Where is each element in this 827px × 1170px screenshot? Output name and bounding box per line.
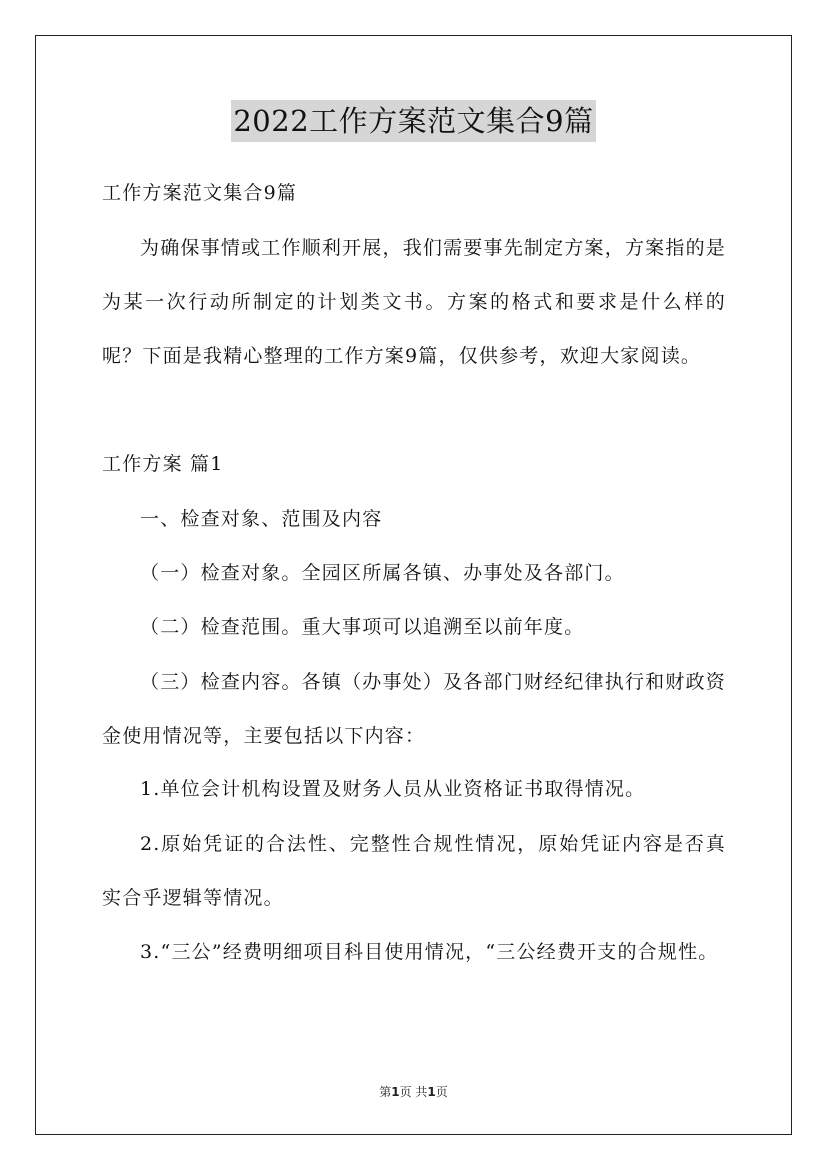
section-heading: 工作方案 篇1 — [102, 453, 224, 475]
page-footer — [0, 1084, 827, 1100]
intro-paragraph: 为确保事情或工作顺利开展，我们需要事先制定方案，方案指的是为某一次行动所制定的计划类文书。方案的格式和要求是什么样的呢？下面是我精心整理的工作方案9篇，仅供参考，欢迎大家阅读。 — [102, 237, 726, 367]
paragraph-4: （三）检查内容。各镇（办事处）及各部门财经纪律执行和财政资金使用情况等，主要包括以下内容： — [102, 671, 726, 747]
paragraph-7: 3.“三公”经费明细项目科目使用情况，“三公经费开支的合规性。 — [140, 941, 719, 963]
paragraph-3: （二）检查范围。重大事项可以追溯至以前年度。 — [140, 616, 585, 638]
paragraph-1: 一、检查对象、范围及内容 — [140, 508, 383, 530]
document-subtitle: 工作方案范文集合9篇 — [102, 182, 298, 204]
footer-total-pages: 1 — [427, 1085, 436, 1099]
paragraph-2: （一）检查对象。全园区所属各镇、办事处及各部门。 — [140, 562, 625, 584]
document-title-text: 2022工作方案范文集合9篇 — [231, 100, 595, 142]
footer-page-number: 1 — [391, 1085, 400, 1099]
footer-prefix: 第 — [379, 1085, 392, 1099]
footer-suffix: 页 — [435, 1085, 448, 1099]
paragraph-5: 1.单位会计机构设置及财务人员从业资格证书取得情况。 — [140, 778, 646, 800]
paragraph-6: 2.原始凭证的合法性、完整性合规性情况，原始凭证内容是否真实合乎逻辑等情况。 — [102, 833, 726, 909]
footer-middle: 页 共 — [399, 1085, 428, 1099]
document-title — [0, 100, 827, 142]
